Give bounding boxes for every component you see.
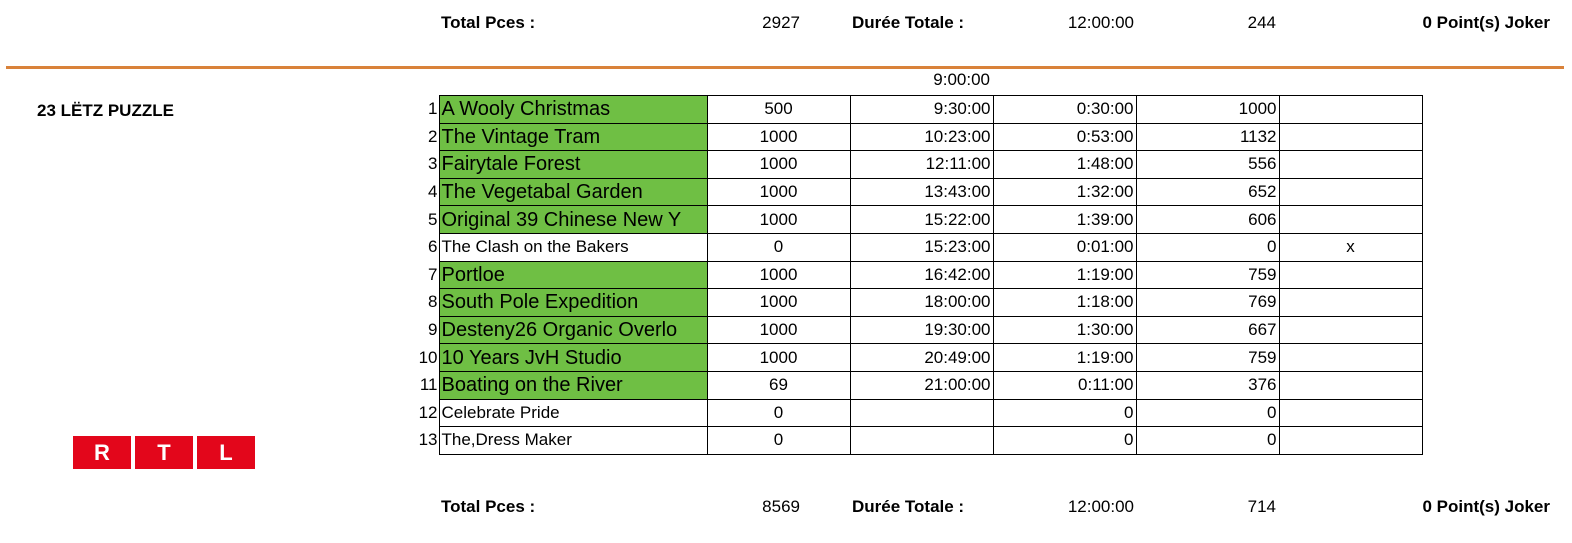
table-row [405,371,1422,399]
total-pieces-value: 8569 [762,497,800,516]
puzzle-table-body [405,96,1422,455]
piece-count: 500 [707,96,850,124]
row-index: 6 [428,237,438,257]
table-row [405,178,1422,206]
table-row [405,261,1422,289]
joker-mark [1279,96,1422,124]
rtl-logo-letter: T [135,436,193,469]
row-index: 9 [428,320,438,340]
puzzle-score: 667 [1136,316,1279,344]
finish-time: 15:23:00 [850,233,993,261]
puzzle-name: Desteny26 Organic Overlo [439,316,707,344]
puzzle-duration: 0:53:00 [993,123,1136,151]
puzzle-duration: 1:30:00 [993,316,1136,344]
joker-mark [1279,427,1422,455]
row-index: 2 [428,126,438,146]
puzzle-duration: 0 [993,399,1136,427]
piece-count: 1000 [707,178,850,206]
finish-time: 13:43:00 [850,178,993,206]
finish-time [850,399,993,427]
total-duration-value: 12:00:00 [1067,497,1134,516]
joker-mark [1279,289,1422,317]
table-row [405,96,1422,124]
finish-time [850,427,993,455]
piece-count: 1000 [707,289,850,317]
puzzle-duration: 0:01:00 [993,233,1136,261]
bottom-summary [0,492,1572,522]
joker-mark [1279,123,1422,151]
puzzle-name: The,Dress Maker [439,427,707,455]
table-row [405,399,1422,427]
total-pieces-label: Total Pces : [441,497,536,516]
puzzle-score: 0 [1136,427,1279,455]
finish-time: 9:30:00 [850,96,993,124]
puzzle-score: 606 [1136,206,1279,234]
puzzle-name: South Pole Expedition [439,289,707,317]
rtl-logo [73,436,255,469]
piece-count: 1000 [707,206,850,234]
row-index: 1 [428,99,438,119]
rtl-logo-letter: L [197,436,255,469]
piece-count: 69 [707,371,850,399]
finish-time: 16:42:00 [850,261,993,289]
puzzle-name: Fairytale Forest [439,151,707,179]
table-row [405,151,1422,179]
puzzle-score: 376 [1136,371,1279,399]
table-row [405,233,1422,261]
joker-points: 0 Point(s) Joker [1422,13,1550,32]
joker-mark [1279,178,1422,206]
table-row [405,289,1422,317]
piece-count: 0 [707,233,850,261]
piece-count: 0 [707,399,850,427]
start-time: 9:00:00 [933,70,990,89]
puzzle-name: Celebrate Pride [439,399,707,427]
puzzle-score: 759 [1136,261,1279,289]
puzzle-duration: 1:19:00 [993,261,1136,289]
total-score-value: 244 [1247,13,1276,32]
piece-count: 1000 [707,344,850,372]
piece-count: 1000 [707,123,850,151]
team-name: 23 LËTZ PUZZLE [37,101,174,120]
total-score-value: 714 [1247,497,1276,516]
puzzle-name: 10 Years JvH Studio [439,344,707,372]
section-divider [6,66,1564,69]
table-row [405,123,1422,151]
total-pieces-value: 2927 [762,13,800,32]
puzzle-name: A Wooly Christmas [439,96,707,124]
joker-mark [1279,206,1422,234]
puzzle-duration: 1:48:00 [993,151,1136,179]
table-row [405,344,1422,372]
row-index: 4 [428,182,438,202]
puzzle-score: 1000 [1136,96,1279,124]
rtl-logo-letter: R [73,436,131,469]
joker-mark [1279,344,1422,372]
puzzle-name: Original 39 Chinese New Y [439,206,707,234]
row-index: 10 [418,347,438,367]
joker-mark [1279,316,1422,344]
row-index: 11 [419,375,438,395]
puzzle-score: 759 [1136,344,1279,372]
puzzle-name: Portloe [439,261,707,289]
row-index: 8 [428,292,438,312]
row-index: 13 [418,430,438,450]
total-duration-value: 12:00:00 [1067,13,1134,32]
joker-points: 0 Point(s) Joker [1422,497,1550,516]
finish-time: 10:23:00 [850,123,993,151]
puzzle-duration: 1:19:00 [993,344,1136,372]
puzzle-name: The Vintage Tram [439,123,707,151]
puzzle-name: The Vegetabal Garden [439,178,707,206]
piece-count: 1000 [707,261,850,289]
finish-time: 19:30:00 [850,316,993,344]
puzzle-score: 1132 [1136,123,1279,151]
row-index: 7 [428,264,438,284]
finish-time: 21:00:00 [850,371,993,399]
total-duration-label: Durée Totale : [852,497,965,516]
piece-count: 1000 [707,316,850,344]
finish-time: 18:00:00 [850,289,993,317]
puzzle-score: 0 [1136,399,1279,427]
row-index: 3 [428,154,438,174]
puzzle-name: The Clash on the Bakers [439,233,707,261]
total-duration-label: Durée Totale : [852,13,965,32]
joker-mark: x [1279,233,1422,261]
finish-time: 12:11:00 [850,151,993,179]
piece-count: 0 [707,427,850,455]
puzzle-score: 769 [1136,289,1279,317]
table-row [405,316,1422,344]
puzzle-duration: 1:39:00 [993,206,1136,234]
puzzle-score: 0 [1136,233,1279,261]
row-index: 5 [428,209,438,229]
joker-mark [1279,151,1422,179]
top-summary [0,8,1572,38]
piece-count: 1000 [707,151,850,179]
puzzle-table [405,95,1423,455]
joker-mark [1279,399,1422,427]
total-pieces-label: Total Pces : [441,13,536,32]
puzzle-duration: 1:32:00 [993,178,1136,206]
puzzle-duration: 0:30:00 [993,96,1136,124]
puzzle-score: 556 [1136,151,1279,179]
table-row [405,206,1422,234]
puzzle-duration: 0:11:00 [993,371,1136,399]
puzzle-name: Boating on the River [439,371,707,399]
row-index: 12 [418,402,438,422]
joker-mark [1279,371,1422,399]
puzzle-score: 652 [1136,178,1279,206]
joker-mark [1279,261,1422,289]
finish-time: 15:22:00 [850,206,993,234]
puzzle-duration: 0 [993,427,1136,455]
finish-time: 20:49:00 [850,344,993,372]
table-row [405,427,1422,455]
puzzle-duration: 1:18:00 [993,289,1136,317]
